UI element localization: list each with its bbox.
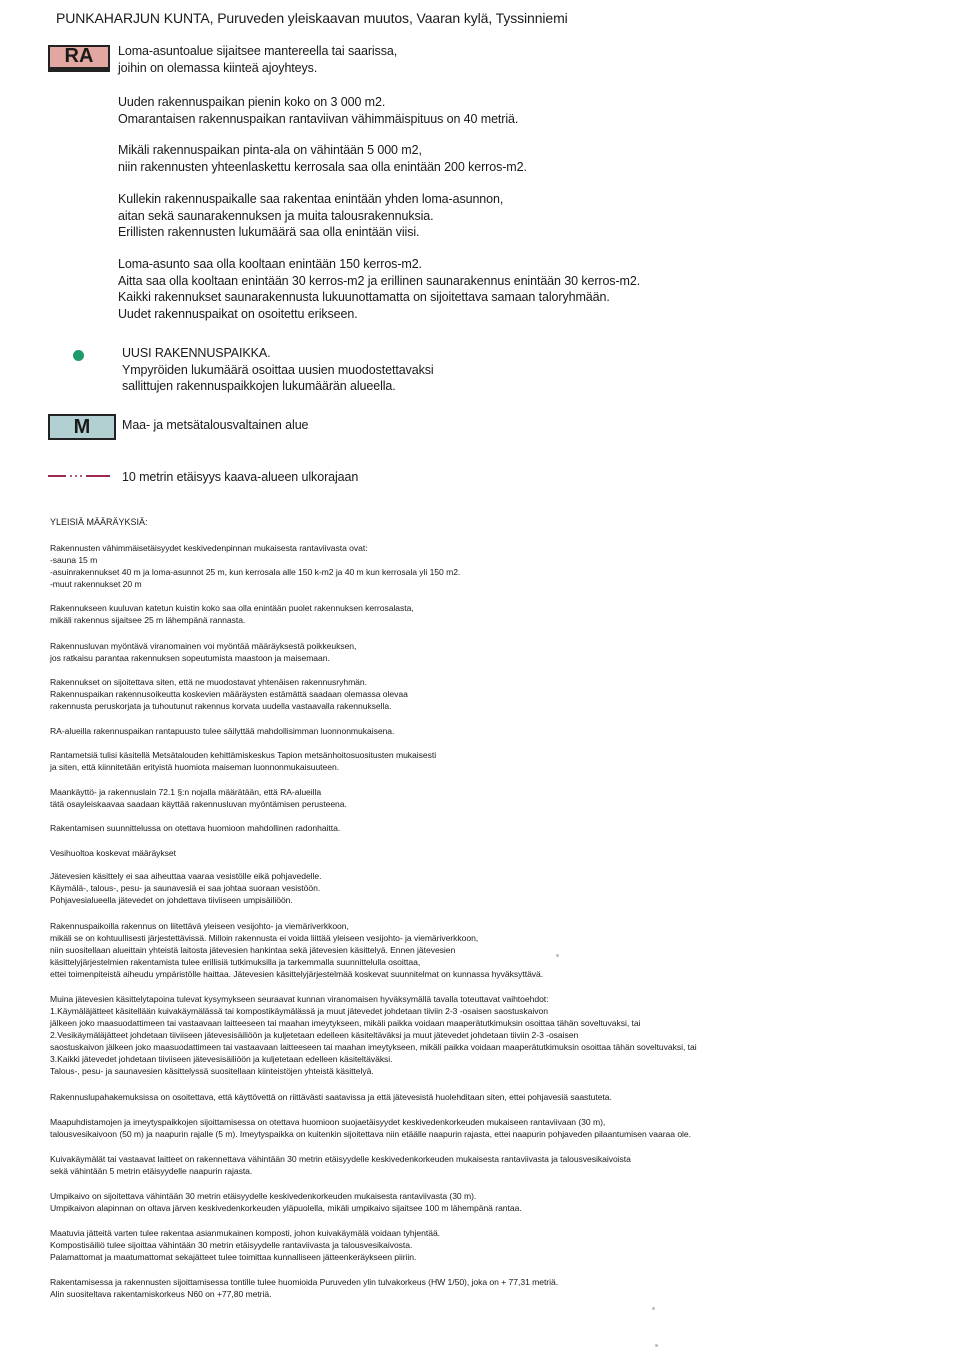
text-line: -muut rakennukset 20 m <box>50 579 142 589</box>
general-block-12 <box>50 993 697 1077</box>
text-line: Palamattomat ja maatumattomat sekajätteet tulee toimittaa kunnalliseen jätteenkeräykseen piiriin. <box>50 1252 417 1262</box>
text-line: Rakennukset on sijoitettava siten, että ne muodostavat yhtenäisen rakennusryhmän. <box>50 677 367 687</box>
text-line: Mikäli rakennuspaikan pinta-ala on vähintään 5 000 m2, <box>118 143 422 157</box>
text-line: ja siten, että kiinnitetään erityistä huomiota maiseman luonnonmukaisuuteen. <box>50 762 340 772</box>
boundary-label: 10 metrin etäisyys kaava-alueen ulkorajaan <box>122 470 359 484</box>
text-line: Maapuhdistamojen ja imeytyspaikkojen sijoittamisessa on otettava huomioon suojaetäisyydet keskivedenkorkeuden mukaiseen rantaviivaan (30 m), <box>50 1117 606 1127</box>
text-line: Rakennukseen kuuluvan katetun kuistin koko saa olla enintään puolet rakennuksen kerrosalasta, <box>50 603 414 613</box>
document-title: PUNKAHARJUN KUNTA, Puruveden yleiskaavan muutos, Vaaran kylä, Tyssinniemi <box>56 10 568 26</box>
text-line: Rakennuspaikoilla rakennus on liitettävä yleiseen vesijohto- ja viemäriverkkoon, <box>50 921 349 931</box>
general-heading: YLEISIÄ MÄÄRÄYKSIÄ: <box>50 517 148 527</box>
general-block-16 <box>50 1190 522 1214</box>
text-line: Omarantaisen rakennuspaikan rantaviivan vähimmäispituus on 40 metriä. <box>118 111 519 126</box>
general-block-5 <box>50 725 394 737</box>
text-line: 3.Kaikki jätevedet johdetaan tiiviiseen jätevesisäiliöön ja kuljetetaan edelleen käsiteltäväksi. <box>50 1054 393 1064</box>
text-line: Umpikaivon alapinnan on oltava järven keskivedenkorkeuden yläpuolella, mikäli umpikaivo sijaitsee 100 m lähempänä rantaa. <box>50 1203 522 1213</box>
text-line: Kaikki rakennukset saunarakennusta lukuunottamatta on sijoitettava samaan taloryhmään. <box>118 290 610 304</box>
boundary-line-icon <box>48 473 110 479</box>
general-block-15 <box>50 1153 631 1177</box>
text-line: niin rakennusten yhteenlaskettu kerrosala saa olla enintään 200 kerros-m2. <box>118 159 527 174</box>
ra-paragraph-2 <box>118 142 527 175</box>
text-line: RA-alueilla rakennuspaikan rantapuusto tulee säilyttää mahdollisimman luonnonmukaisena. <box>50 726 395 736</box>
text-line: Vesihuoltoa koskevat määräykset <box>50 848 176 858</box>
ra-paragraph-3 <box>118 191 503 241</box>
ra-zone-symbol: RA <box>48 45 110 69</box>
text-line: mikäli se on kohtuullisesti järjestettävissä. Milloin rakennusta ei voida liittää yleiseen vesijohto- ja viemäriverkkoon, <box>50 933 479 943</box>
general-block-18 <box>50 1276 558 1300</box>
text-line: Muina jätevesien käsittelytapoina tulevat kysymykseen seuraavat kunnan viranomaisen hyväksymällä tavalla toteuttavat vaihtoehdot: <box>50 994 549 1004</box>
m-zone-label: Maa- ja metsätalousvaltainen alue <box>122 418 309 432</box>
text-line: Uuden rakennuspaikan pienin koko on 3 000 m2. <box>118 95 386 109</box>
general-block-8 <box>50 822 340 834</box>
text-line: jos ratkaisu parantaa rakennuksen sopeutumista maastoon ja maisemaan. <box>50 653 330 663</box>
text-line: tätä osayleiskaavaa saadaan käyttää rakennusluvan myöntämisen perusteena. <box>50 799 347 809</box>
text-line: Rakentamisen suunnittelussa on otettava huomioon mahdollinen radonhaitta. <box>50 823 341 833</box>
general-block-2 <box>50 602 414 626</box>
text-line: Uudet rakennuspaikat on osoitettu erikseen. <box>118 306 358 321</box>
text-line: Rantametsiä tulisi käsitellä Metsätalouden kehittämiskeskus Tapion metsänhoitosuositusten mukaisesti <box>50 750 437 760</box>
text-line: Rakennusluvan myöntävä viranomainen voi myöntää määräyksestä poikkeuksen, <box>50 641 357 651</box>
general-block-17 <box>50 1227 440 1263</box>
text-line: sallittujen rakennuspaikkojen lukumäärän alueella. <box>122 379 396 393</box>
general-block-10 <box>50 870 321 906</box>
text-line: Jätevesien käsittely ei saa aiheuttaa vaaraa vesistölle eikä pohjavedelle. <box>50 871 322 881</box>
text-line: niin suositellaan alueittain yhteistä laitosta jätevesien hankintaa sekä jätevesien käsittelyä. Ennen jätevesien <box>50 945 456 955</box>
general-block-7 <box>50 786 347 810</box>
new-site-dot-icon <box>73 350 84 361</box>
scan-speck <box>652 1307 655 1310</box>
ra-intro <box>118 43 397 76</box>
ra-paragraph-1 <box>118 94 518 127</box>
text-line: -asuinrakennukset 40 m ja loma-asunnot 25 m, kun kerrosala alle 150 k-m2 ja 40 m kun kerrosala yli 150 m2. <box>50 567 461 577</box>
text-line: Loma-asuntoalue sijaitsee mantereella tai saarissa, <box>118 44 398 58</box>
text-line: Maatuvia jätteitä varten tulee rakentaa asianmukainen komposti, johon kuivakäymälä voidaan tyhjentää. <box>50 1228 441 1238</box>
text-line: Talous-, pesu- ja saunavesien käsittelyssä suositellaan kiinteistöjen yhteistä käsittelyä. <box>50 1066 374 1076</box>
text-line: Rakentamisessa ja rakennusten sijoittamisessa tontille tulee huomioida Puruveden ylin tulvakorkeus (HW 1/50), joka on + 77,31 metriä. <box>50 1277 559 1287</box>
general-block-13 <box>50 1091 612 1103</box>
general-block-6 <box>50 749 436 773</box>
ra-paragraph-4 <box>118 256 640 322</box>
text-line: saostuskaivon jälkeen joko maasuodattimeen tai vastaavaan laitteeseen tai maahan imeytykseen, mikäli paikka voidaan maaperätutkimuksin osoittaa tähän soveltuvaksi, tai <box>50 1042 697 1052</box>
text-line: käsittelyjärjestelmien rakentamista tulee erillisiä tutkimuksilla ja tarkemmalla suunnittelulla osoittaa, <box>50 957 421 967</box>
text-line: Aitta saa olla kooltaan enintään 30 kerros-m2 ja erillinen saunarakennus enintään 30 kerros-m2. <box>118 273 641 288</box>
text-line: joihin on olemassa kiinteä ajoyhteys. <box>118 60 318 75</box>
scan-speck <box>556 954 559 957</box>
general-block-14 <box>50 1116 691 1140</box>
text-line: jälkeen joko maasuodattimeen tai vastaavaan laitteeseen tai maahan imeytykseen, mikäli paikka voidaan maaperätutkimuksin osoittaa tähän soveltuvaksi, tai <box>50 1018 641 1028</box>
text-line: UUSI RAKENNUSPAIKKA. <box>122 346 271 360</box>
text-line: 1.Käymäläjätteet käsitellään kuivakäymälässä tai kompostikäymälässä ja muut jätevedet johdetaan tiiviin 2-3 -osaisen saostuskaivon <box>50 1006 548 1016</box>
text-line: talousvesikaivoon (50 m) ja naapurin rajalle (5 m). Imeytyspaikka on kuitenkin sijoitettava niin etäälle naapurin rajasta, ettei naapurin pohjaveden pilaantumisen vaaraa ole. <box>50 1129 691 1139</box>
general-block-3 <box>50 640 356 664</box>
general-block-4 <box>50 676 408 712</box>
text-line: Rakennuslupahakemuksissa on osoitettava, että käyttövettä on riittävästi saatavissa ja että jätevesistä huolehditaan siten, ettei pohjavesiä saastuteta. <box>50 1092 612 1102</box>
m-zone-symbol: M <box>48 414 116 440</box>
text-line: Käymälä-, talous-, pesu- ja saunavesiä ei saa johtaa suoraan vesistöön. <box>50 883 321 893</box>
text-line: Kuivakäymälät tai vastaavat laitteet on rakennettava vähintään 30 metrin etäisyydelle keskivedenkorkeuden mukaisesta rantaviivasta ja talousvesikaivoista <box>50 1154 631 1164</box>
text-line: mikäli rakennus sijaitsee 25 m lähempänä rannasta. <box>50 615 246 625</box>
general-block-1 <box>50 542 460 590</box>
text-line: Rakennuspaikan rakennusoikeutta koskevien määräysten estämättä saadaan olemassa olevaa <box>50 689 408 699</box>
text-line: Kompostisäiliö tulee sijoittaa vähintään 30 metrin etäisyydelle rantaviivasta ja talousvesikaivosta. <box>50 1240 413 1250</box>
text-line: Maankäyttö- ja rakennuslain 72.1 §:n nojalla määrätään, että RA-alueilla <box>50 787 322 797</box>
text-line: Kullekin rakennuspaikalle saa rakentaa enintään yhden loma-asunnon, <box>118 192 504 206</box>
text-line: Loma-asunto saa olla kooltaan enintään 150 kerros-m2. <box>118 257 422 271</box>
text-line: 2.Vesikäymäläjätteet johdetaan tiiviiseen jätevesisäiliöön ja kuljetetaan edelleen käsiteltäväksi ja muut jätevedet johdetaan tiiviin 2-3 -osaisen <box>50 1030 579 1040</box>
general-block-11 <box>50 920 543 980</box>
text-line: Ympyröiden lukumäärä osoittaa uusien muodostettavaksi <box>122 362 434 377</box>
new-site-legend <box>122 345 434 395</box>
text-line: Erillisten rakennusten lukumäärä saa olla enintään viisi. <box>118 225 420 239</box>
text-line: aitan sekä saunarakennuksen ja muita talousrakennuksia. <box>118 208 434 223</box>
text-line: Pohjavesialueella jätevedet on johdettava tiiviiseen umpisäiliöön. <box>50 895 293 905</box>
text-line: sekä vähintään 5 metrin etäisyydelle naapurin rajasta. <box>50 1166 253 1176</box>
text-line: ettei toimenpiteistä aiheudu ympäristölle haittaa. Jätevesien käsittelyjärjestelmää koskevat suunnitelmat on kunnassa hyväksyttävä. <box>50 969 544 979</box>
scan-speck <box>655 1344 658 1347</box>
text-line: -sauna 15 m <box>50 555 98 565</box>
text-line: rakennusta peruskorjata ja tuhoutunut rakennus korvata uudella vastaavalla rakennuksella. <box>50 701 392 711</box>
text-line: Rakennusten vähimmäisetäisyydet keskivedenpinnan mukaisesta rantaviivasta ovat: <box>50 543 368 553</box>
text-line: Alin suositeltava rakentamiskorkeus N60 on +77,80 metriä. <box>50 1289 272 1299</box>
general-block-9 <box>50 847 176 859</box>
text-line: Umpikaivo on sijoitettava vähintään 30 metrin etäisyydelle keskivedenkorkeuden mukaisesta rantaviivasta (30 m). <box>50 1191 477 1201</box>
